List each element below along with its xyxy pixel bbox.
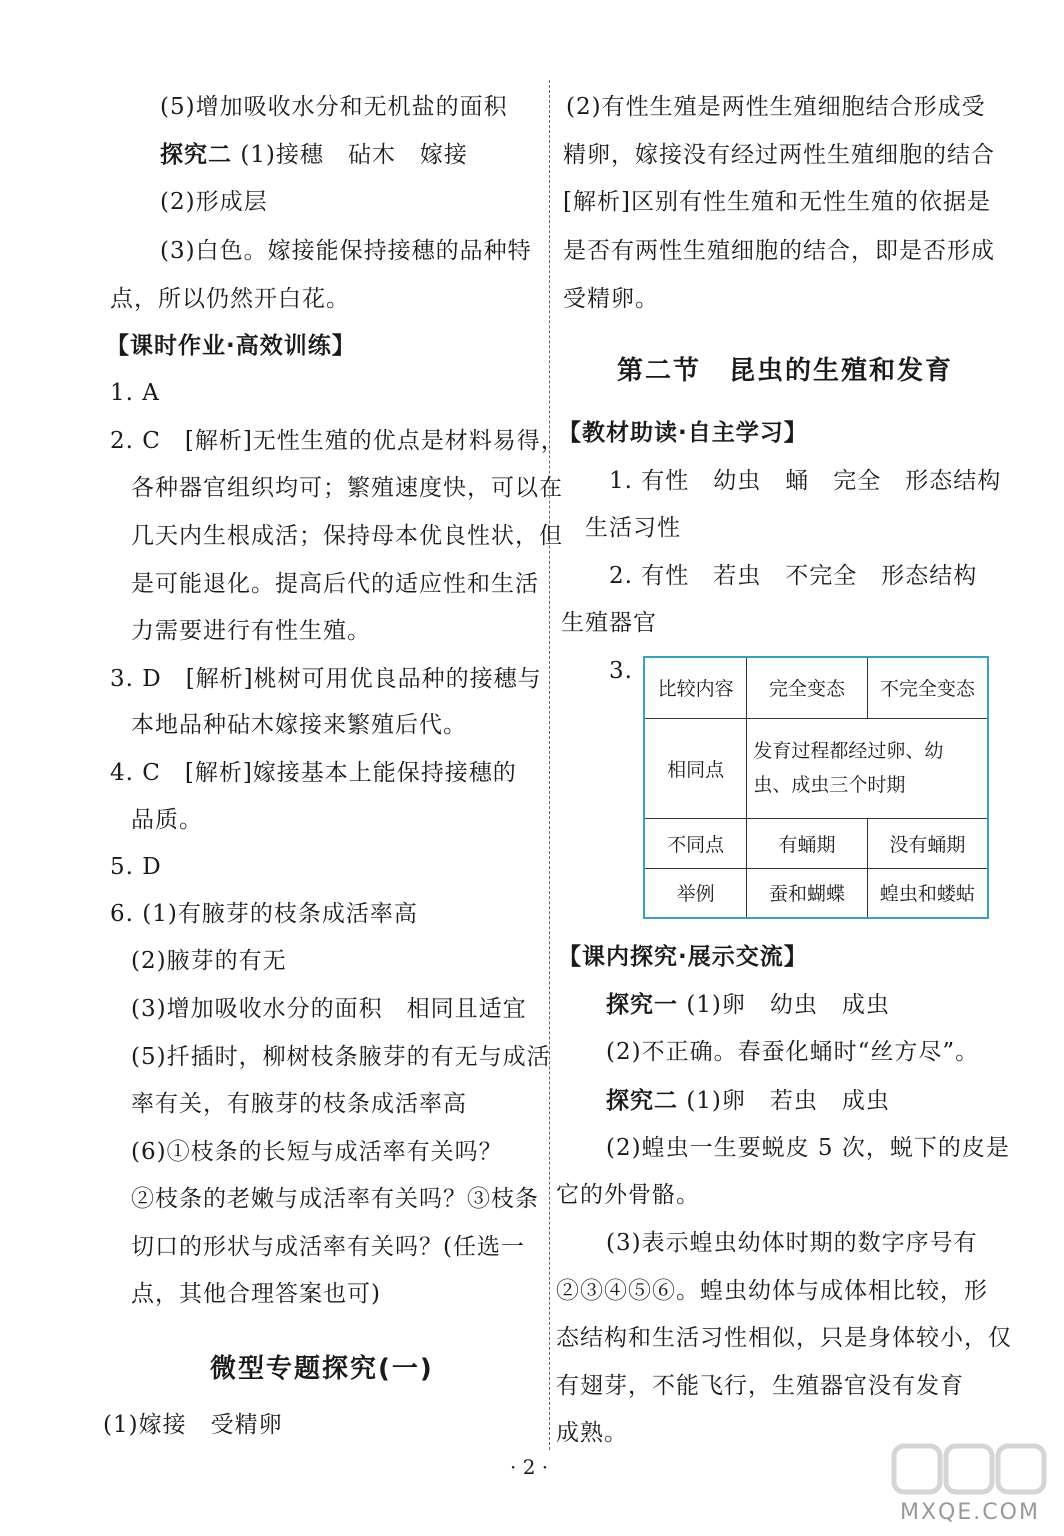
table-row — [644, 657, 988, 718]
answer-line: 1. 有性 幼虫 蛹 完全 形态结构 — [609, 468, 1002, 494]
text-line: 有翅芽，不能飞行，生殖器官没有发育 — [556, 1373, 964, 1399]
text-line — [606, 1086, 890, 1116]
table-cell: 有蛹期 — [747, 818, 867, 868]
text-line — [606, 990, 890, 1020]
page-number: · 2 · — [510, 1455, 549, 1479]
answer-line: 生活习性 — [585, 515, 681, 541]
text-line: (5)增加吸收水分和无机盐的面积 — [160, 94, 508, 120]
text-line: (3)白色。嫁接能保持接穗的品种特 — [160, 238, 532, 264]
text-line: ②③④⑤⑥。蝗虫幼体与成体相比较，形 — [556, 1278, 988, 1304]
text-line: 精卵，嫁接没有经过两性生殖细胞的结合 — [563, 142, 995, 168]
answer-line: 切口的形状与成活率有关吗？(任选一 — [131, 1234, 525, 1260]
answer-line: (3)增加吸收水分的面积 相同且适宜 — [131, 996, 527, 1022]
table-row — [644, 868, 988, 918]
comparison-table — [643, 656, 989, 919]
text-line: 成熟。 — [556, 1420, 628, 1446]
answer-line: (5)扦插时，柳树枝条腋芽的有无与成活 — [131, 1044, 551, 1070]
text-line: 态结构和生活习性相似，只是身体较小，仅 — [556, 1325, 1012, 1351]
answer-line: 力需要进行有性生殖。 — [131, 618, 371, 644]
table-header-cell: 比较内容 — [644, 657, 747, 718]
section-title: 第二节 昆虫的生殖和发育 — [617, 356, 954, 386]
answer-line: 生殖器官 — [561, 610, 657, 636]
inquiry-text: (1)接穗 砧木 嫁接 — [240, 142, 468, 168]
answer-line: ②枝条的老嫩与成活率有关吗？③枝条 — [131, 1186, 539, 1212]
inquiry-label: 探究一 — [606, 992, 678, 1018]
answer-line: (6)①枝条的长短与成活率有关吗？ — [131, 1139, 503, 1165]
answer-line: (1)嫁接 受精卵 — [103, 1412, 283, 1438]
text-line: 点，所以仍然开白花。 — [110, 286, 350, 312]
answer-line: 2. 有性 若虫 不完全 形态结构 — [609, 563, 978, 589]
inquiry-text: (1)卵 若虫 成虫 — [686, 1088, 890, 1114]
text-line — [160, 140, 468, 170]
answer-line: 5. D — [110, 854, 162, 880]
text-line: 受精卵。 — [563, 286, 659, 312]
topic-title: 微型专题探究(一) — [210, 1354, 434, 1384]
inquiry-label: 探究二 — [606, 1088, 678, 1114]
answer-line: 2. C [解析]无性生殖的优点是材料易得， — [110, 428, 565, 454]
table-cell: 发育过程都经过卵、幼虫、成虫三个时期 — [747, 718, 988, 818]
answer-line: 3. — [609, 658, 633, 684]
column-divider — [549, 80, 550, 1450]
text-line: (2)有性生殖是两性生殖细胞结合形成受 — [566, 94, 986, 120]
text-line: 是否有两性生殖细胞的结合，即是否形成 — [563, 238, 995, 264]
text-line: (3)表示蝗虫幼体时期的数字序号有 — [606, 1230, 978, 1256]
text-line: (2)蝗虫一生要蜕皮 5 次，蜕下的皮是 — [606, 1135, 1010, 1161]
answer-line: 1. A — [110, 380, 160, 406]
answer-line: 品质。 — [131, 807, 203, 833]
text-line: (2)形成层 — [160, 189, 268, 215]
table-header-cell: 不完全变态 — [867, 657, 988, 718]
table-row — [644, 818, 988, 868]
answer-line: 率有关，有腋芽的枝条成活率高 — [131, 1091, 467, 1117]
table-cell: 不同点 — [644, 818, 747, 868]
text-line: [解析]区别有性生殖和无性生殖的依据是 — [563, 189, 991, 215]
answer-line: 本地品种砧木嫁接来繁殖后代。 — [131, 712, 467, 738]
section-heading: 【教材助读·自主学习】 — [558, 420, 808, 446]
answer-line: 几天内生根成活；保持母本优良性状，但 — [131, 523, 563, 549]
text-line: (2)不正确。春蚕化蛹时“丝方尽”。 — [606, 1039, 980, 1065]
table-cell: 没有蛹期 — [867, 818, 988, 868]
answer-line: (2)腋芽的有无 — [131, 948, 287, 974]
inquiry-text: (1)卵 幼虫 成虫 — [686, 992, 890, 1018]
section-heading: 【课时作业·高效训练】 — [106, 333, 356, 359]
answer-line: 各种器官组织均可；繁殖速度快，可以在 — [131, 475, 563, 501]
table-row — [644, 718, 988, 818]
table-cell: 相同点 — [644, 718, 747, 818]
answer-line: 是可能退化。提高后代的适应性和生活 — [131, 571, 539, 597]
section-heading: 【课内探究·展示交流】 — [558, 944, 808, 970]
watermark-text: MXQE.COM — [900, 1500, 1040, 1525]
table-cell: 举例 — [644, 868, 747, 918]
answer-line: 3. D [解析]桃树可用优良品种的接穗与 — [110, 666, 542, 692]
table-cell: 蚕和蝴蝶 — [747, 868, 867, 918]
inquiry-label: 探究二 — [160, 142, 232, 168]
table-header-cell: 完全变态 — [747, 657, 867, 718]
table-cell: 蝗虫和蝼蛄 — [867, 868, 988, 918]
answer-line: 点，其他合理答案也可) — [131, 1281, 381, 1307]
answer-line: 6. (1)有腋芽的枝条成活率高 — [110, 901, 418, 927]
answer-line: 4. C [解析]嫁接基本上能保持接穗的 — [110, 760, 517, 786]
text-line: 它的外骨骼。 — [556, 1182, 700, 1208]
